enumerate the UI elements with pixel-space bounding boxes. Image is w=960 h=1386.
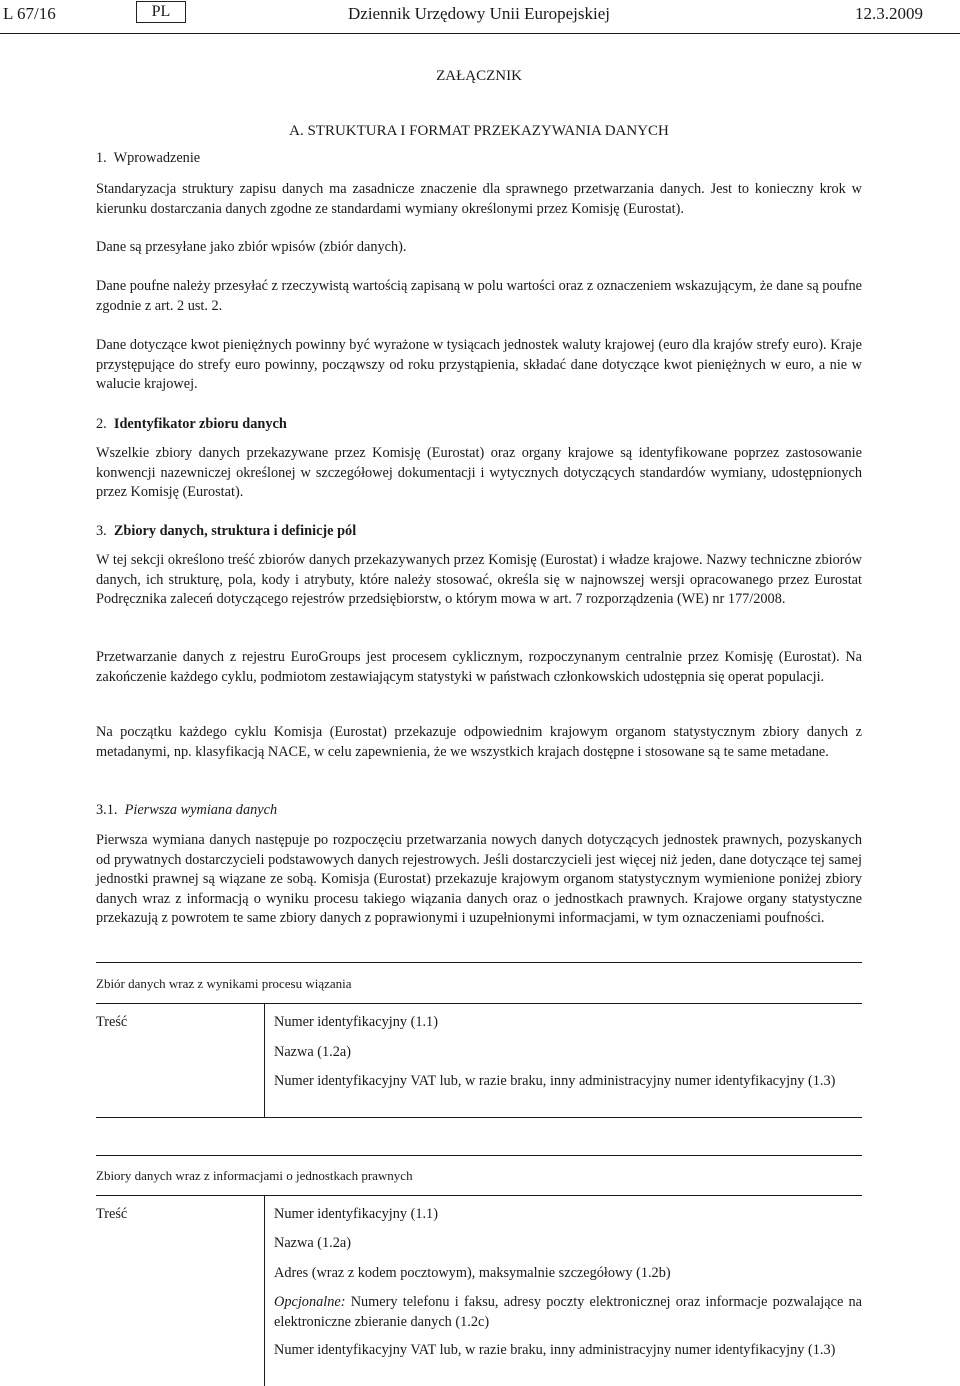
- journal-title: Dziennik Urzędowy Unii Europejskiej: [348, 4, 611, 23]
- optional-prefix: Opcjonalne:: [274, 1294, 346, 1310]
- section-3-paragraph-1: W tej sekcji określono treść zbiorów danych przekazywanych przez Komisję (Eurostat) i władze krajowe. Nazwy techniczne zbiorów danych, ich strukturę, pola, kody i atrybuty, które należy stosować, określa się w najnowszej wersji opracowanego przez Eurostat Podręcznika zaleceń dotyczącego rejestrów przedsiębiorstw, o którym mowa w art. 7 rozporządzenia (WE) nr 177/2008.: [96, 552, 862, 607]
- section-3-heading: [96, 522, 356, 542]
- page-reference: L 67/16: [3, 4, 56, 23]
- part-a-title: A. STRUKTURA I FORMAT PRZEKAZYWANIA DANYCH: [289, 123, 669, 139]
- table-1-row: Numer identyfikacyjny (1.1): [274, 1014, 438, 1030]
- table-1-column-divider: [264, 1003, 265, 1117]
- table-2-header-rule: [96, 1195, 862, 1196]
- table-2-row: Nazwa (1.2a): [274, 1235, 351, 1251]
- section-1-paragraph-4: Dane dotyczące kwot pieniężnych powinny być wyrażone w tysiącach jednostek waluty krajowej (euro dla krajów strefy euro). Kraje przystępujące do strefy euro powinny, począwszy od roku przystąpienia, składać dane dotyczące kwot pieniężnych w euro, a nie w walucie krajowej.: [96, 337, 862, 392]
- table-2-caption: Zbiory danych wraz z informacjami o jednostkach prawnych: [96, 1168, 413, 1183]
- table-2-label: Treść: [96, 1206, 128, 1222]
- section-1-heading: [96, 149, 200, 169]
- table-1-row: Nazwa (1.2a): [274, 1044, 351, 1060]
- section-1-number: 1.: [96, 150, 107, 166]
- section-2-heading: [96, 415, 287, 435]
- section-3-title: Zbiory danych, struktura i definicje pól: [113, 523, 357, 539]
- section-1-title: Wprowadzenie: [113, 150, 201, 166]
- section-2-paragraph-1: Wszelkie zbiory danych przekazywane przez Komisję (Eurostat) oraz organy krajowe są identyfikowane poprzez zastosowanie konwencji nazewniczej określonej w szczegółowej dokumentacji i wytycznych dotyczących standardów wymiany, udostępnionych przez Komisję (Eurostat).: [96, 445, 862, 500]
- table-2-row: Numer identyfikacyjny (1.1): [274, 1206, 438, 1222]
- section-3-paragraph-2: Przetwarzanie danych z rejestru EuroGroups jest procesem cyklicznym, rozpoczynanym centralnie przez Komisję (Eurostat). Na zakończenie każdego cyklu, podmiotom zestawiającym statystyki w państwach członkowskich udostępnia się operat populacji.: [96, 649, 862, 685]
- publication-date: 12.3.2009: [855, 4, 923, 23]
- table-1-bottom-rule: [96, 1117, 862, 1118]
- header-divider: [0, 33, 960, 34]
- section-3-1-paragraph-1: Pierwsza wymiana danych następuje po rozpoczęciu przetwarzania nowych danych dotyczących jednostek prawnych, pozyskanych od prywatnych dostarczycieli podstawowych danych rejestrowych. Jeśli dostarczycieli jest więcej niż jeden, dane dotyczące tej samej jednostki prawnej są wiązane ze sobą. Komisja (Eurostat) przekazuje krajowym organom statystycznym wymienione poniżej zbiory danych wraz z informacją o wyniku procesu takiego wiązania danych oraz o jednostkach prawnych. Krajowe organy statystyczne przekazują z powrotem te same zbiory danych z poprawionymi i uzupełnionymi informacjami, w tym oznaczeniami poufności.: [96, 832, 862, 926]
- table-2-top-rule: [96, 1155, 862, 1156]
- table-1-top-rule: [96, 962, 862, 963]
- optional-text: Numery telefonu i faksu, adresy poczty elektronicznej oraz informacje pozwalające na elektroniczne zbieranie danych (1.2c): [274, 1294, 863, 1330]
- table-1-caption: Zbiór danych wraz z wynikami procesu wiązania: [96, 976, 352, 991]
- section-2-number: 2.: [96, 416, 107, 432]
- table-1-row: Numer identyfikacyjny VAT lub, w razie braku, inny administracyjny numer identyfikacyjny (1.3): [274, 1073, 836, 1089]
- table-1-header-rule: [96, 1003, 862, 1004]
- table-2-row: Adres (wraz z kodem pocztowym), maksymalnie szczegółowy (1.2b): [274, 1265, 671, 1281]
- language-badge: PL: [136, 1, 186, 23]
- table-2-column-divider: [264, 1195, 265, 1386]
- annex-title: ZAŁĄCZNIK: [436, 68, 522, 84]
- table-1-label: Treść: [96, 1014, 128, 1030]
- section-3-1-heading: [96, 801, 277, 821]
- section-1-paragraph-2: Dane są przesyłane jako zbiór wpisów (zbiór danych).: [96, 239, 407, 255]
- section-3-number: 3.: [96, 523, 107, 539]
- table-2-row: Numer identyfikacyjny VAT lub, w razie braku, inny administracyjny numer identyfikacyjny (1.3): [274, 1342, 836, 1358]
- section-3-1-number: 3.1.: [96, 802, 118, 818]
- table-2-optional-row: [274, 1293, 862, 1332]
- section-3-paragraph-3: Na początku każdego cyklu Komisja (Eurostat) przekazuje odpowiednim krajowym organom statystycznym zbiory danych z metadanymi, np. klasyfikacją NACE, w celu zapewnienia, że we wszystkich krajach dostępne i stosowane są te same metadane.: [96, 724, 862, 760]
- section-3-1-title: Pierwsza wymiana danych: [124, 802, 278, 818]
- section-2-title: Identyfikator zbioru danych: [113, 416, 287, 432]
- section-1-paragraph-3: Dane poufne należy przesyłać z rzeczywistą wartością zapisaną w polu wartości oraz z oznaczeniem wskazującym, że dane są poufne zgodnie z art. 2 ust. 2.: [96, 278, 862, 314]
- section-1-paragraph-1: Standaryzacja struktury zapisu danych ma zasadnicze znaczenie dla sprawnego przetwarzania danych. Jest to konieczny krok w kierunku dostarczania danych zgodne ze standardami wymiany określonymi przez Komisję (Eurostat).: [96, 181, 862, 217]
